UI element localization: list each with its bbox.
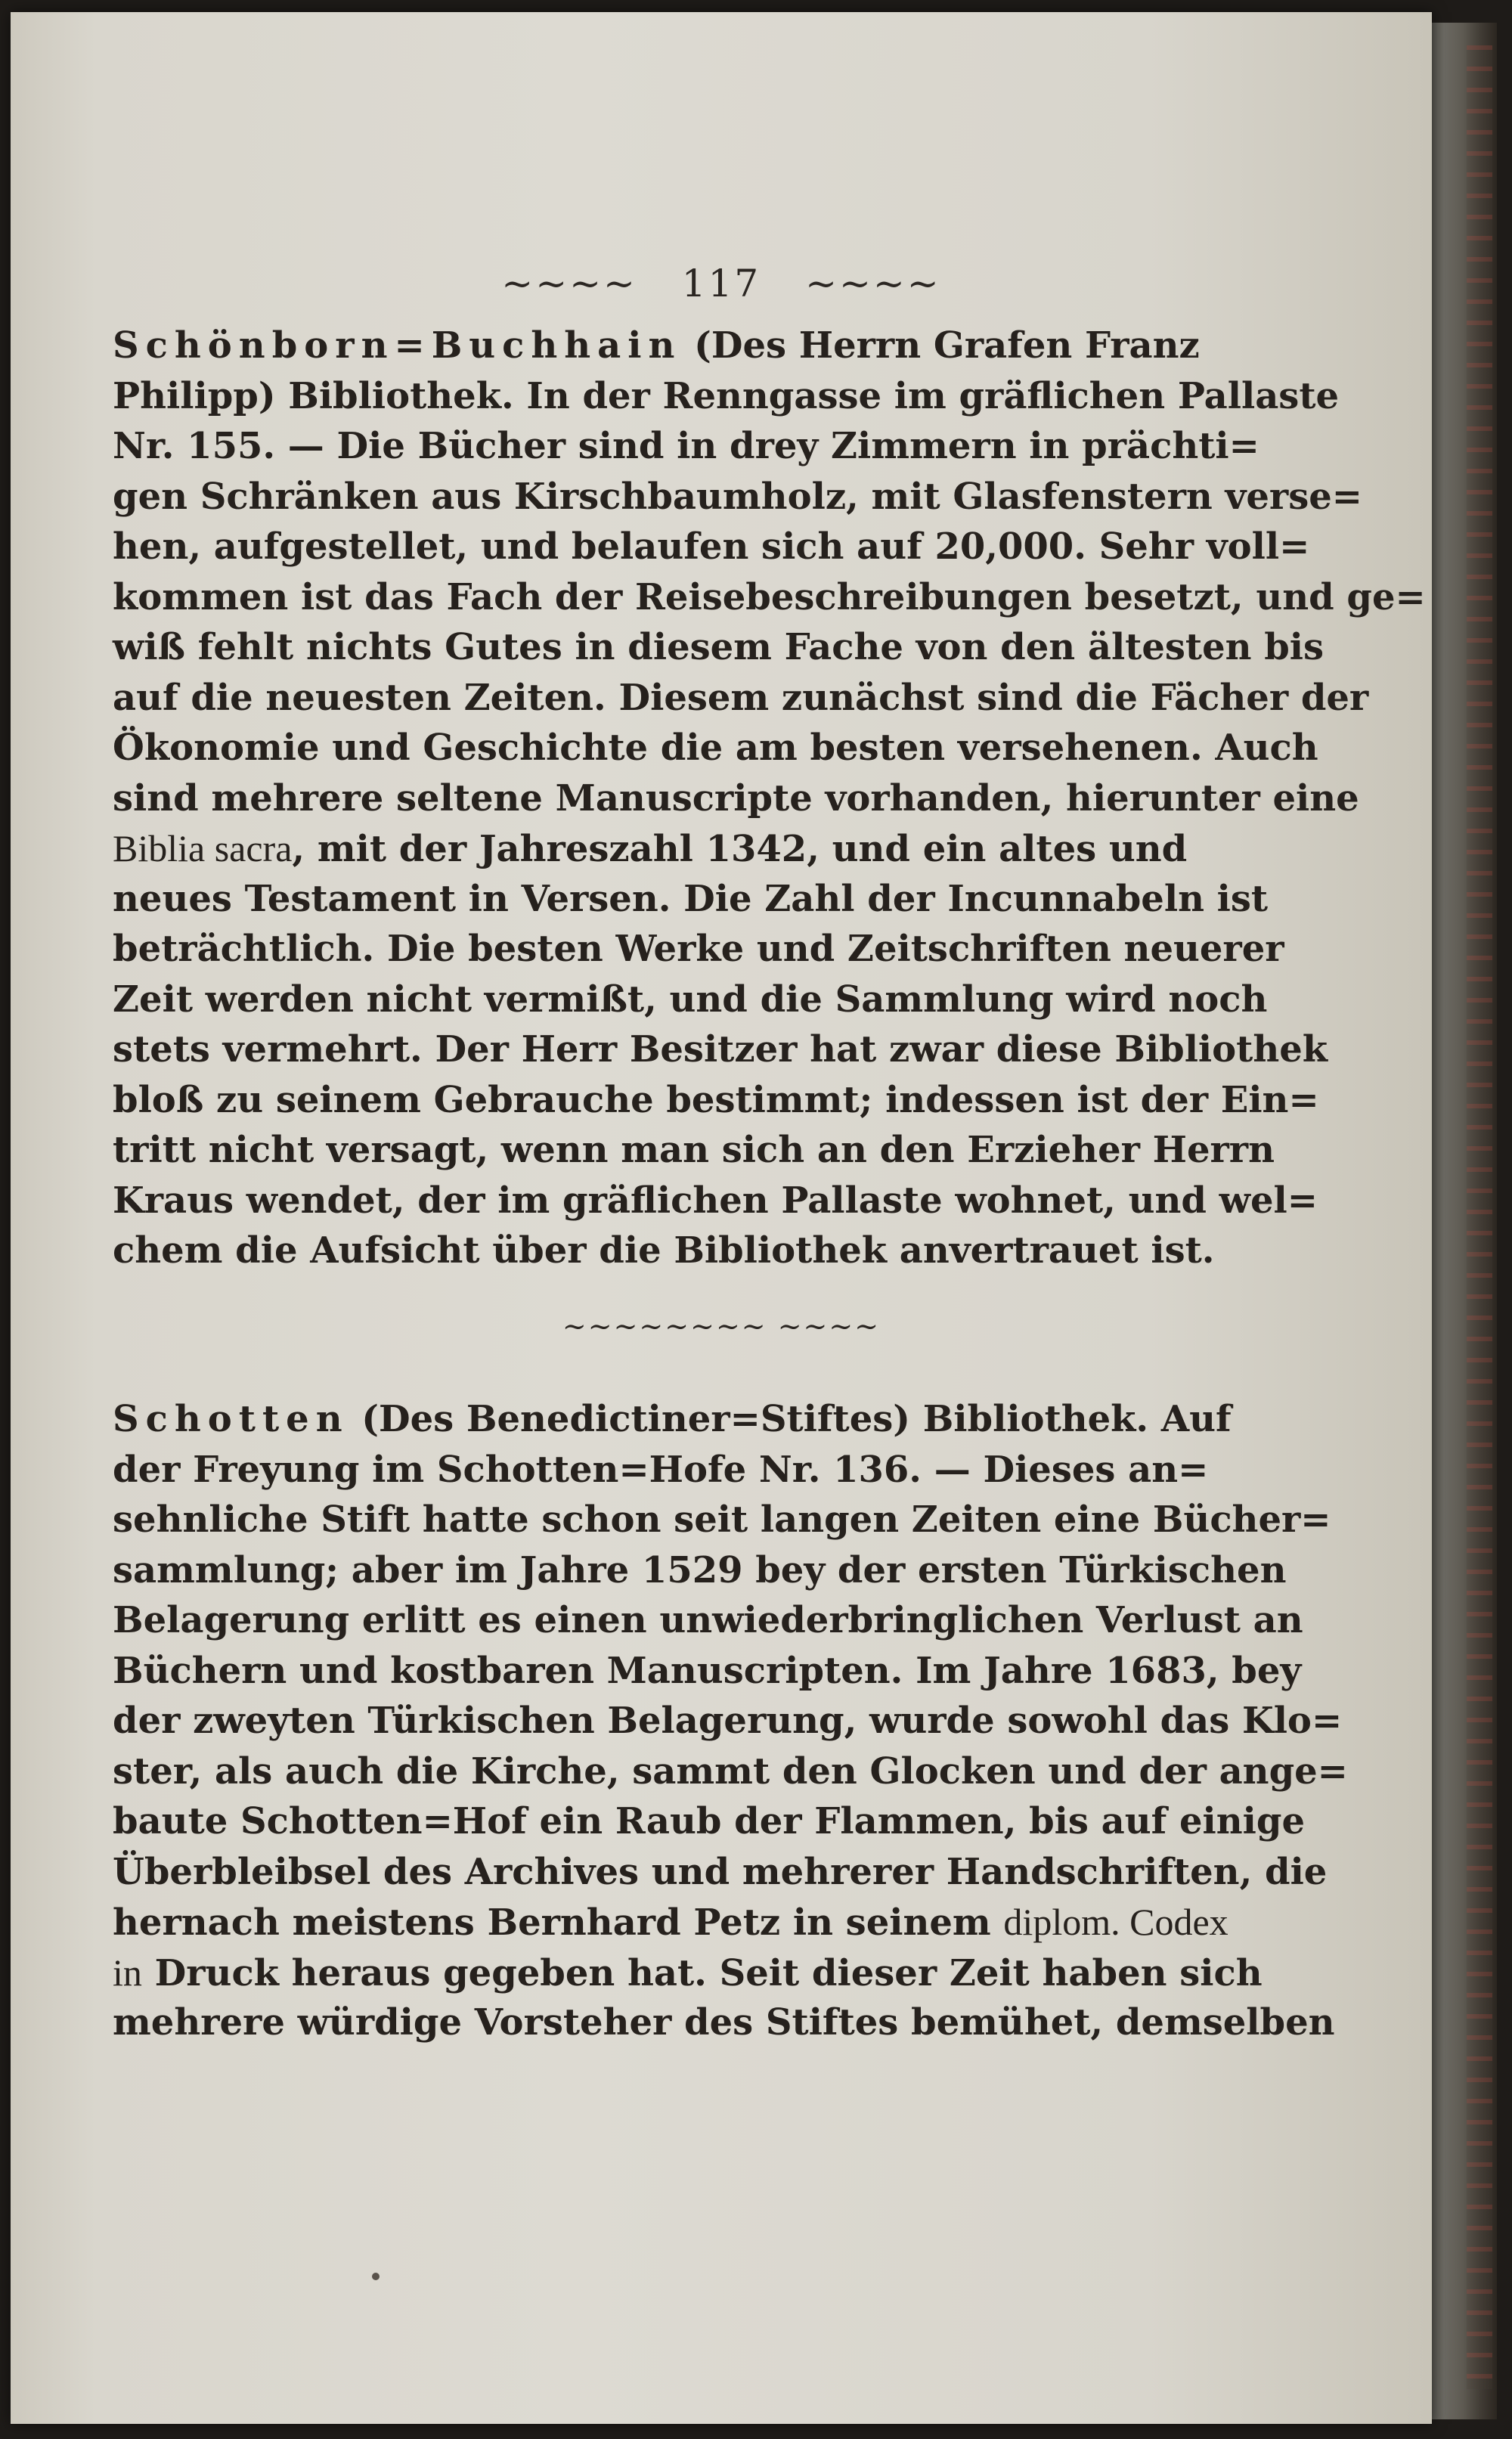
library-name: Schotten	[113, 1398, 349, 1440]
text-line: Überbleibsel des Archives und mehrerer Handschriften, die	[113, 1850, 1328, 1893]
text-line: Schönborn=Buchhain (Des Herrn Grafen Franz	[113, 324, 1200, 367]
ink-spot	[372, 2273, 380, 2280]
text-line: bloß zu seinem Gebrauche bestimmt; indessen ist der Ein=	[113, 1078, 1319, 1121]
book-page	[11, 12, 1432, 2424]
page-header	[11, 262, 1432, 305]
text-line: kommen ist das Fach der Reisebeschreibungen besetzt, und ge=	[113, 575, 1426, 618]
text-line: Zeit werden nicht vermißt, und die Sammlung wird noch	[113, 978, 1268, 1021]
page-number: 117	[681, 262, 761, 305]
text-line: sind mehrere seltene Manuscripte vorhanden, hierunter eine	[113, 776, 1359, 820]
text-line: Nr. 155. — Die Bücher sind in drey Zimmern in prächti=	[113, 425, 1259, 467]
text-line: wiß fehlt nichts Gutes in diesem Fache von den ältesten bis	[113, 626, 1325, 668]
latin-term: in	[113, 1951, 142, 1994]
text-line: Biblia sacra, mit der Jahreszahl 1342, und ein altes und	[113, 827, 1188, 870]
text-line: Belagerung erlitt es einen unwiederbringlichen Verlust an	[113, 1599, 1303, 1641]
paragraph-schotten	[113, 1394, 1348, 2048]
text-line: hernach meistens Bernhard Petz in seinem diplom. Codex	[113, 1901, 1228, 1944]
section-separator: ~~~~~~~~ ~~~~	[562, 1309, 881, 1343]
text-line: mehrere würdige Vorsteher des Stiftes bemühet, demselben	[113, 2001, 1335, 2044]
header-ornament-right: ~~~~	[805, 262, 941, 305]
text-line: der zweyten Türkischen Belagerung, wurde sowohl das Klo=	[113, 1700, 1343, 1742]
text-line: gen Schränken aus Kirschbaumholz, mit Glasfenstern verse=	[113, 475, 1362, 518]
text-line: beträchtlich. Die besten Werke und Zeitschriften neuerer	[113, 928, 1284, 970]
library-name: Schönborn=Buchhain	[113, 324, 682, 367]
latin-term: diplom. Codex	[1003, 1901, 1228, 1943]
text-line: chem die Aufsicht über die Bibliothek anvertrauet ist.	[113, 1229, 1215, 1272]
paragraph-schoenborn	[113, 321, 1426, 1276]
header-ornament-left: ~~~~	[501, 262, 637, 305]
text-line: hen, aufgestellet, und belaufen sich auf 20,000. Sehr voll=	[113, 525, 1310, 568]
text-line: der Freyung im Schotten=Hofe Nr. 136. — Dieses an=	[113, 1448, 1209, 1491]
text-line: sammlung; aber im Jahre 1529 bey der ersten Türkischen	[113, 1548, 1287, 1591]
text-line: Philipp) Bibliothek. In der Renngasse im gräflichen Pallaste	[113, 374, 1340, 417]
text-line: tritt nicht versagt, wenn man sich an den Erzieher Herrn	[113, 1129, 1275, 1171]
latin-term: Biblia sacra	[113, 827, 293, 869]
text-line: Schotten (Des Benedictiner=Stiftes) Bibliothek. Auf	[113, 1398, 1232, 1440]
page-stack-edge	[1467, 45, 1492, 2389]
text-line: Büchern und kostbaren Manuscripten. Im Jahre 1683, bey	[113, 1649, 1302, 1692]
text-line: Ökonomie und Geschichte die am besten versehenen. Auch	[113, 727, 1318, 769]
text-line: ster, als auch die Kirche, sammt den Glocken und der ange=	[113, 1749, 1348, 1793]
text-line: sehnliche Stift hatte schon seit langen Zeiten eine Bücher=	[113, 1498, 1331, 1541]
text-line: in Druck heraus gegeben hat. Seit dieser Zeit haben sich	[113, 1951, 1263, 1994]
text-line: baute Schotten=Hof ein Raub der Flammen, bis auf einige	[113, 1800, 1306, 1842]
text-line: auf die neuesten Zeiten. Diesem zunächst sind die Fächer der	[113, 676, 1369, 719]
text-line: stets vermehrt. Der Herr Besitzer hat zwar diese Bibliothek	[113, 1028, 1328, 1071]
text-line: neues Testament in Versen. Die Zahl der Incunnabeln ist	[113, 877, 1269, 920]
text-line: Kraus wendet, der im gräflichen Pallaste wohnet, und wel=	[113, 1179, 1318, 1222]
